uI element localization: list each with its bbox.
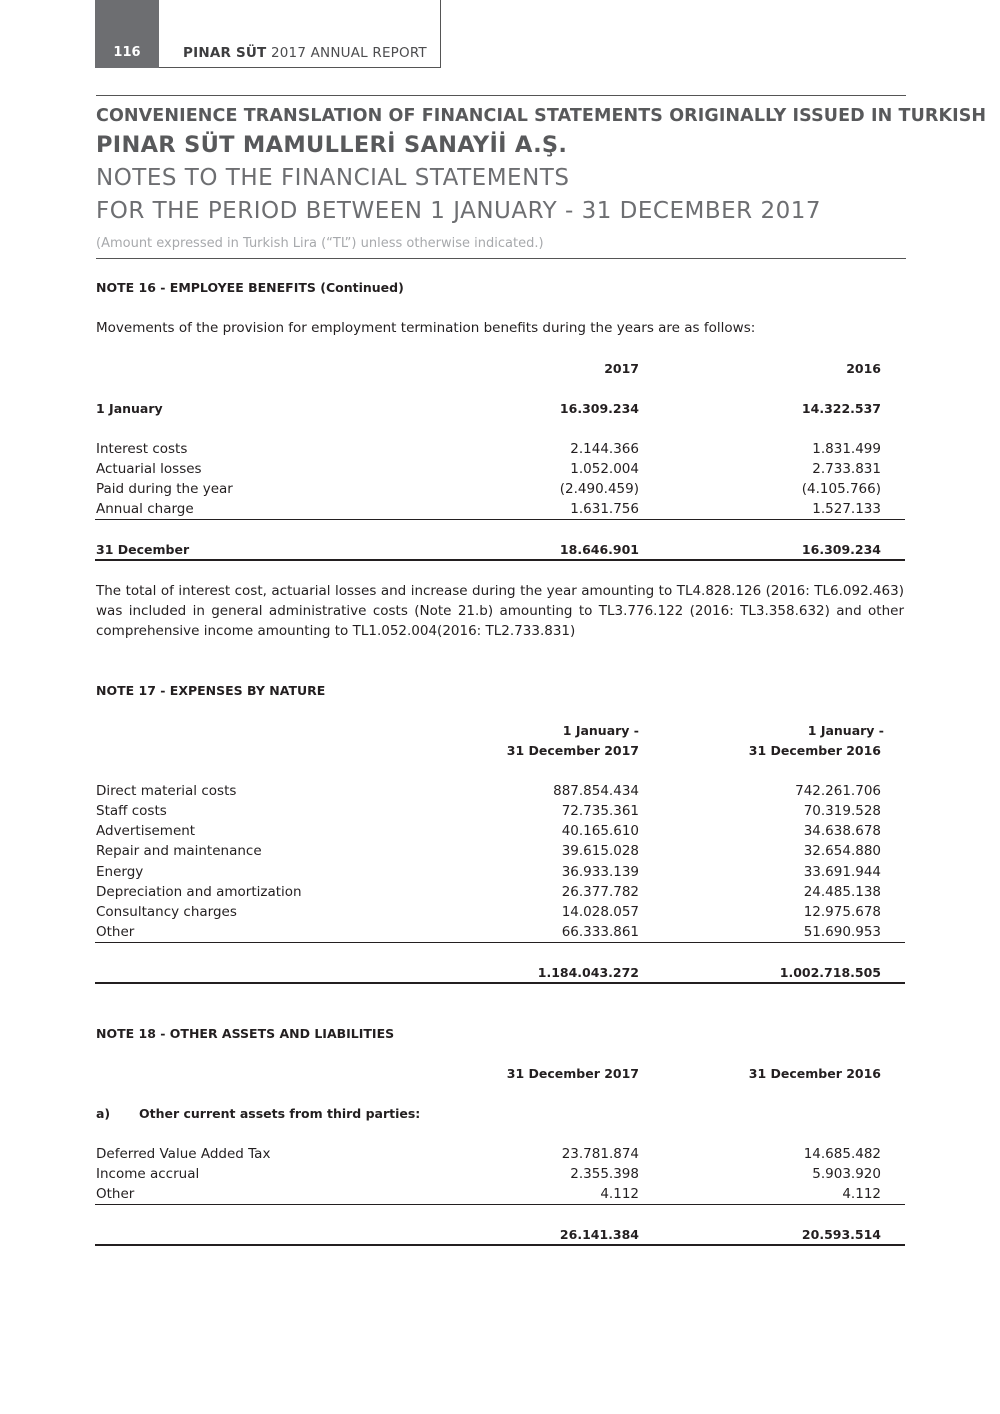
note17-column-headers-2: 31 December 2017 31 December 2016 xyxy=(506,743,881,758)
table-row: Energy 36.933.139 33.691.944 xyxy=(96,864,881,880)
note17-column-headers-1: 1 January - 1 January - xyxy=(562,723,884,738)
title-line-1: CONVENIENCE TRANSLATION OF FINANCIAL STATEMENTS ORIGINALLY ISSUED IN TURKISH xyxy=(96,106,987,126)
report-name: 2017 ANNUAL REPORT xyxy=(270,45,427,61)
note18-heading: NOTE 18 - OTHER ASSETS AND LIABILITIES xyxy=(96,1026,395,1041)
note16-opening-row: 1 January 16.309.234 14.322.537 xyxy=(96,401,881,416)
table-row: Other 4.112 4.112 xyxy=(96,1186,881,1202)
currency-note: (Amount expressed in Turkish Lira (“TL”) unless otherwise indicated.) xyxy=(96,236,544,251)
table-row: Interest costs 2.144.366 1.831.499 xyxy=(96,441,881,457)
total-rule xyxy=(95,982,905,984)
table-row: Staff costs 72.735.361 70.319.528 xyxy=(96,803,881,819)
total-rule xyxy=(95,1244,905,1246)
table-row: Other 66.333.861 51.690.953 xyxy=(96,924,881,940)
note16-heading: NOTE 16 - EMPLOYEE BENEFITS (Continued) xyxy=(96,280,404,295)
note17-total-row: 1.184.043.272 1.002.718.505 xyxy=(537,965,881,980)
brand-name: PINAR SÜT xyxy=(183,45,267,61)
note17-heading: NOTE 17 - EXPENSES BY NATURE xyxy=(96,683,326,698)
title-line-4: FOR THE PERIOD BETWEEN 1 JANUARY - 31 DECEMBER 2017 xyxy=(96,198,821,224)
note16-col1: 2017 xyxy=(604,361,639,376)
table-row: Annual charge 1.631.756 1.527.133 xyxy=(96,501,881,517)
table-row: Actuarial losses 1.052.004 2.733.831 xyxy=(96,461,881,477)
table-row: Repair and maintenance 39.615.028 32.654.880 xyxy=(96,843,881,859)
note16-column-headers xyxy=(96,361,904,381)
subtotal-rule xyxy=(95,1204,905,1205)
title-bottom-rule xyxy=(96,258,906,259)
page-number: 116 xyxy=(113,45,141,60)
title-top-rule xyxy=(96,95,906,96)
company-name: PINAR SÜT MAMULLERİ SANAYİİ A.Ş. xyxy=(96,132,568,158)
table-row: Consultancy charges 14.028.057 12.975.678 xyxy=(96,904,881,920)
subtotal-rule xyxy=(95,519,905,520)
note18-column-headers: 31 December 2017 31 December 2016 xyxy=(506,1066,881,1081)
title-line-3: NOTES TO THE FINANCIAL STATEMENTS xyxy=(96,165,570,191)
report-title xyxy=(183,45,427,61)
table-row: Income accrual 2.355.398 5.903.920 xyxy=(96,1166,881,1182)
table-row: Direct material costs 887.854.434 742.261.706 xyxy=(96,783,881,799)
note16-intro: Movements of the provision for employment termination benefits during the years are as follows: xyxy=(96,320,756,336)
table-row: Depreciation and amortization 26.377.782 24.485.138 xyxy=(96,884,881,900)
table-row: Deferred Value Added Tax 23.781.874 14.685.482 xyxy=(96,1146,881,1162)
page-number-box xyxy=(95,0,159,68)
note16-paragraph: The total of interest cost, actuarial losses and increase during the year amounting to TL4.828.126 (2016: TL6.092.463) was included in general administrative costs (Note 21.b) amounting to TL3.776.122 (2016: TL3.358.632) and other comprehensive income amounting to TL1.052.004(2016: TL2.733.831) xyxy=(96,583,904,640)
note16-col2: 2016 xyxy=(846,361,881,376)
total-rule xyxy=(95,559,905,561)
table-row: Paid during the year (2.490.459) (4.105.766) xyxy=(96,481,881,497)
note18-total-row: 26.141.384 20.593.514 xyxy=(559,1227,881,1242)
note16-closing-row: 31 December 18.646.901 16.309.234 xyxy=(96,542,881,557)
table-row: Advertisement 40.165.610 34.638.678 xyxy=(96,823,881,839)
subtotal-rule xyxy=(95,942,905,943)
